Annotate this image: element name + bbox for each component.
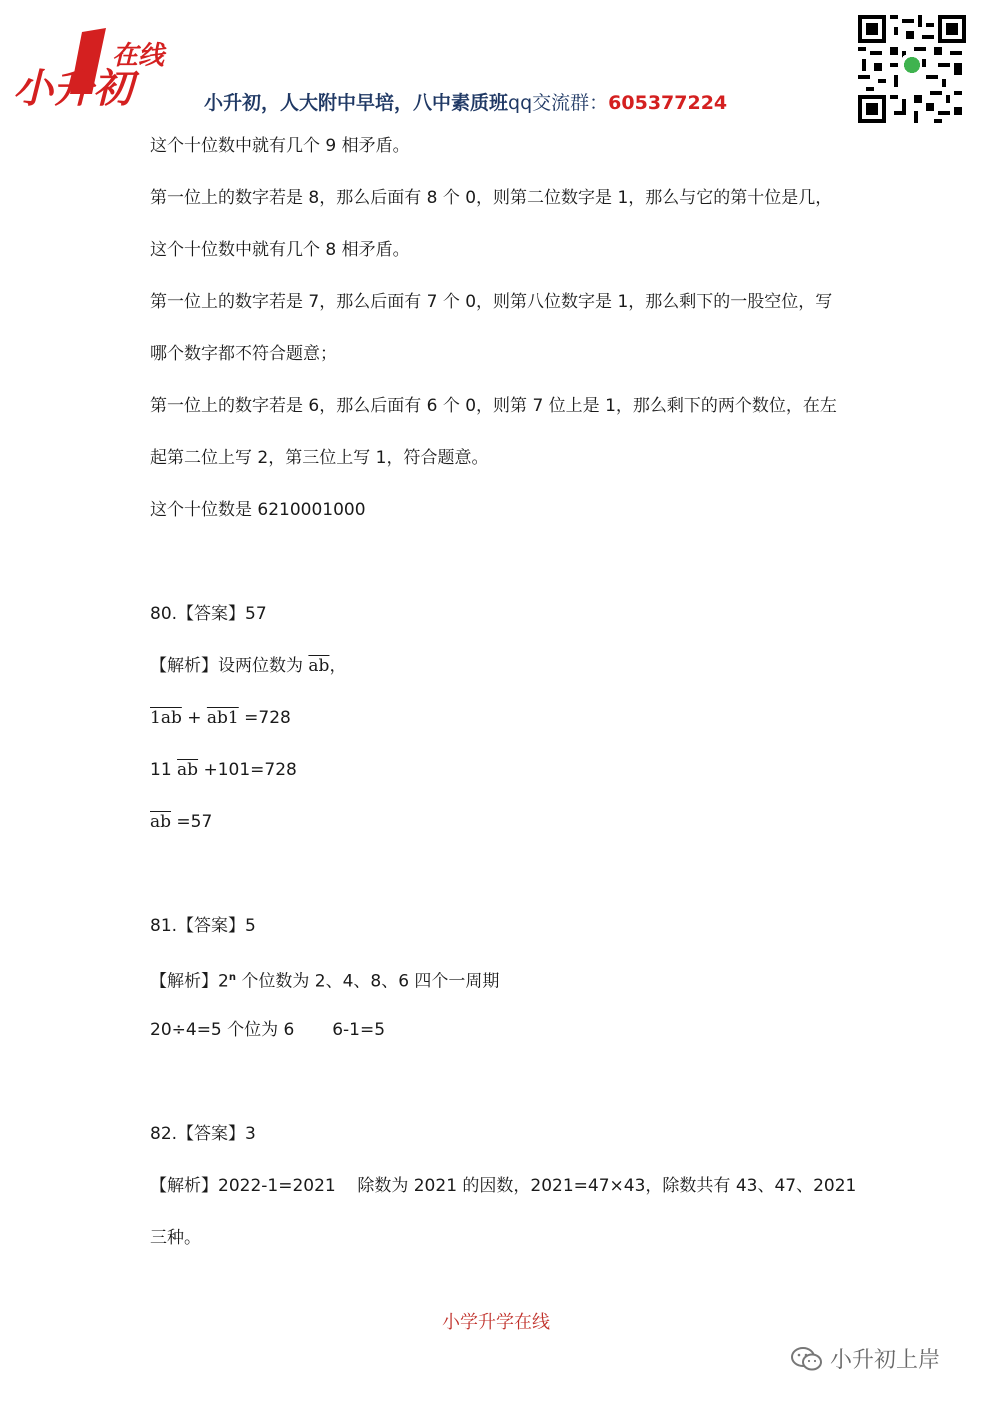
- overline-ab: $\overline{ab}$: [177, 760, 199, 780]
- logo: [10, 28, 170, 110]
- qr-code-icon: [858, 12, 966, 126]
- header-title: [204, 88, 727, 115]
- logo-main-text: 小升初: [13, 67, 133, 110]
- overline-ab1: ab1: [206, 708, 239, 728]
- q81-analysis: [150, 966, 499, 994]
- group-number: 605377224: [608, 92, 728, 114]
- header-title-prefix: 小升初，人大附中早培，八中素质班: [204, 92, 509, 114]
- text-line: 这个十位数是 6210001000: [150, 500, 366, 520]
- text-line: 哪个数字都不符合题意；: [150, 344, 337, 364]
- text-line: 这个十位数中就有几个 8 相矛盾。: [150, 240, 410, 260]
- q80-equation-3: [150, 810, 212, 834]
- text-line: 这个十位数中就有几个 9 相矛盾。: [150, 136, 410, 156]
- q80-analysis-prefix: 【解析】设两位数为: [150, 656, 309, 676]
- q82-analysis: 【解析】2022-1=2021 除数为 2021 的因数，2021=47×43，除数共有 43、47、2021: [150, 1176, 857, 1196]
- q81-calc: 20÷4=5 个位为 6 6-1=5: [150, 1020, 386, 1040]
- overline-ab: $\overline{ab}$: [150, 812, 172, 832]
- q81-analysis-rest: 个位数为 2、4、8、6 四个一周期: [235, 971, 500, 992]
- footer-text: 小学升学在线: [442, 1312, 550, 1333]
- eq1-result: =728: [238, 708, 291, 728]
- text-line: 起第二位上写 2，第三位上写 1，符合题意。: [150, 448, 489, 468]
- watermark-text: 小升初上岸: [830, 1348, 941, 1373]
- q80-equation-1: [150, 706, 291, 730]
- eq2-prefix: 11: [150, 760, 178, 780]
- wechat-icon: [790, 1346, 824, 1372]
- logo-tag-text: 在线: [112, 40, 165, 70]
- q82-analysis-cont: 三种。: [150, 1228, 201, 1248]
- text-line: 第一位上的数字若是 6，那么后面有 6 个 0，则第 7 位上是 1，那么剩下的两个数位，在左: [150, 396, 837, 416]
- text-line: 第一位上的数字若是 7，那么后面有 7 个 0，则第八位数字是 1，那么剩下的一股空位，写: [150, 292, 833, 312]
- header-title-qq: qq交流群: [508, 92, 590, 114]
- plus-sign: +: [181, 708, 207, 728]
- watermark: [790, 1343, 940, 1374]
- eq3-rest: =57: [171, 812, 213, 832]
- q81-answer: 81.【答案】5: [150, 916, 256, 936]
- text-line: 第一位上的数字若是 8，那么后面有 8 个 0，则第二位数字是 1，那么与它的第十位是几，: [150, 188, 833, 208]
- exponent-n: n: [228, 972, 236, 983]
- q82-answer: 82.【答案】3: [150, 1124, 256, 1144]
- eq2-rest: +101=728: [198, 760, 297, 780]
- header-title-colon: ：: [589, 92, 609, 114]
- q81-analysis-prefix: 【解析】2: [150, 971, 229, 992]
- q80-analysis: [150, 654, 346, 678]
- overline-1ab: 1ab: [150, 708, 182, 728]
- q80-comma: ，: [329, 656, 347, 676]
- overline-ab: $\overline{ab}$: [308, 656, 330, 676]
- q80-answer: 80.【答案】57: [150, 604, 267, 624]
- q80-equation-2: [150, 758, 297, 782]
